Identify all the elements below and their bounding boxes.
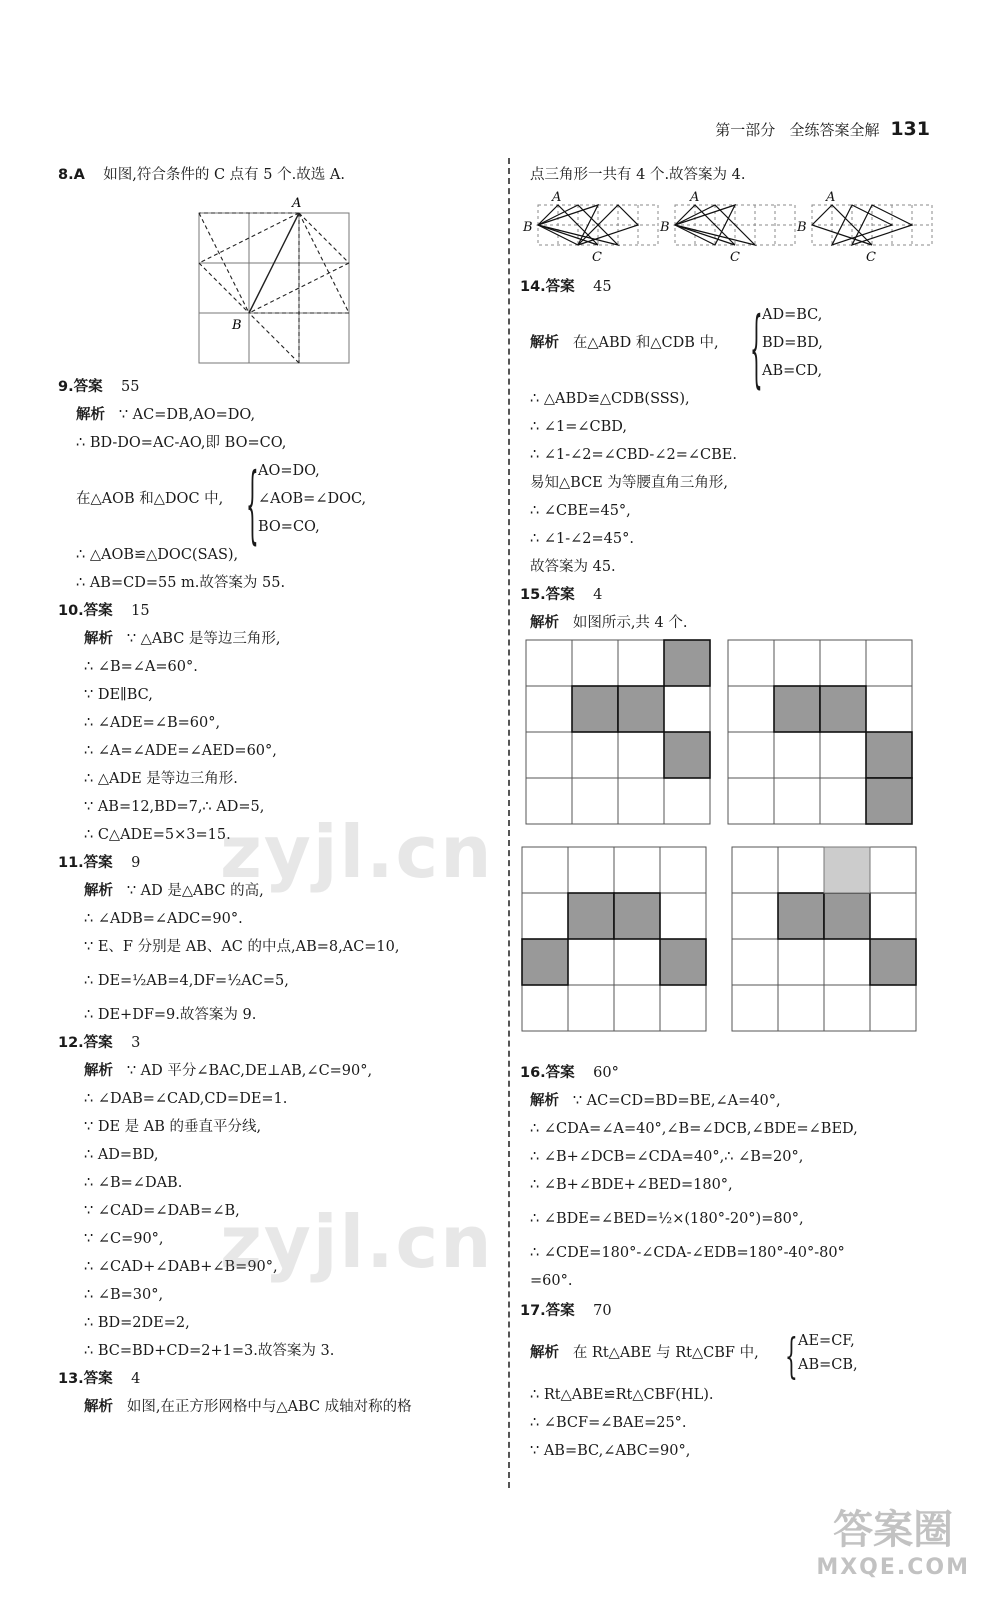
q14-line: 易知△BCE 为等腰直角三角形,: [530, 475, 728, 491]
q11-line: 解析 ∵ AD 是△ABC 的高,: [84, 883, 264, 899]
q16-line: ∴ ∠CDA=∠A=40°,∠B=∠DCB,∠BDE=∠BED,: [530, 1121, 858, 1137]
q14-cond: BD=BD,: [762, 335, 823, 351]
q12-line: 解析 ∵ AD 平分∠BAC,DE⊥AB,∠C=90°,: [84, 1063, 373, 1079]
q12-head: 12.答案 3: [58, 1035, 141, 1051]
q12-line: ∴ ∠B=∠DAB.: [84, 1175, 183, 1191]
logo-chars: 答案圈: [833, 1507, 954, 1553]
q11-line: ∵ E、F 分别是 AB、AC 的中点,AB=8,AC=10,: [84, 939, 400, 955]
q17-line: ∵ AB=BC,∠ABC=90°,: [530, 1443, 691, 1459]
q9-line: ∴ AB=CD=55 m.故答案为 55.: [76, 575, 286, 591]
fig13-b: B: [523, 220, 533, 235]
fig8-label-a: A: [292, 196, 302, 211]
q15-head: 15.答案 4: [520, 587, 603, 603]
q14-line: ∴ ∠1-∠2=∠CBD-∠2=∠CBE.: [530, 447, 737, 463]
brace-icon: {: [750, 296, 763, 398]
q8-grid-figure: [194, 195, 359, 370]
brace-icon: {: [246, 452, 259, 554]
q11-line: ∴ DE=½AB=4,DF=½AC=5,: [84, 973, 289, 989]
q16-line: ∴ ∠B+∠BDE+∠BED=180°,: [530, 1177, 733, 1193]
column-divider: [508, 158, 510, 1488]
q9-line: ∴ △AOB≌△DOC(SAS),: [76, 547, 239, 563]
q10-line: ∵ DE∥BC,: [84, 687, 153, 703]
fig13-c: C: [592, 250, 602, 265]
q12-line: ∴ ∠B=30°,: [84, 1287, 164, 1303]
q12-line: ∵ ∠C=90°,: [84, 1231, 164, 1247]
q10-line: ∴ C△ADE=5×3=15.: [84, 827, 231, 843]
q16-head: 16.答案 60°: [520, 1065, 619, 1081]
fig13-b: B: [797, 220, 807, 235]
q12-line: ∴ AD=BD,: [84, 1147, 159, 1163]
q11-head: 11.答案 9: [58, 855, 141, 871]
brace-icon: {: [785, 1326, 798, 1384]
q13-grid-figures: [520, 187, 940, 277]
fig13-a: A: [552, 190, 562, 205]
page-header: [715, 118, 930, 140]
fig13-b: B: [660, 220, 670, 235]
site-logo: [816, 1498, 970, 1580]
q13-cont: 点三角形一共有 4 个.故答案为 4.: [530, 167, 746, 183]
q12-line: ∴ BD=2DE=2,: [84, 1315, 190, 1331]
q15-line: 解析 如图所示,共 4 个.: [530, 615, 688, 631]
q11-line: ∴ ∠ADB=∠ADC=90°.: [84, 911, 243, 927]
q11-line: ∴ DE+DF=9.故答案为 9.: [84, 1007, 257, 1023]
q17-cond: AB=CB,: [798, 1357, 858, 1373]
q9-head: 9.答案 55: [58, 379, 140, 395]
q9-line: 解析 ∵ AC=DB,AO=DO,: [76, 407, 256, 423]
fig8-label-b: B: [232, 318, 242, 333]
q13-line: 解析 如图,在正方形网格中与△ABC 成轴对称的格: [84, 1399, 412, 1415]
q14-cond: AB=CD,: [762, 363, 823, 379]
q14-line: 解析 在△ABD 和△CDB 中,: [530, 335, 719, 351]
q10-line: ∵ AB=12,BD=7,∴ AD=5,: [84, 799, 265, 815]
q14-line: ∴ ∠1-∠2=45°.: [530, 531, 634, 547]
q9-cond: ∠AOB=∠DOC,: [258, 491, 367, 507]
q12-line: ∴ ∠CAD+∠DAB+∠B=90°,: [84, 1259, 278, 1275]
q14-cond: AD=BC,: [762, 307, 823, 323]
q9-cond: AO=DO,: [258, 463, 320, 479]
q10-line: ∴ △ADE 是等边三角形.: [84, 771, 238, 787]
q14-line: 故答案为 45.: [530, 559, 616, 575]
q10-line: ∴ ∠A=∠ADE=∠AED=60°,: [84, 743, 277, 759]
q16-line: ∴ ∠CDE=180°-∠CDA-∠EDB=180°-40°-80°: [530, 1245, 845, 1261]
q12-line: ∵ ∠CAD=∠DAB=∠B,: [84, 1203, 240, 1219]
fig13-c: C: [730, 250, 740, 265]
q10-line: ∴ ∠B=∠A=60°.: [84, 659, 198, 675]
q13-head: 13.答案 4: [58, 1371, 141, 1387]
watermark: zyjl.cn: [220, 1200, 494, 1284]
q17-line: 解析 在 Rt△ABE 与 Rt△CBF 中,: [530, 1345, 759, 1361]
q16-line: ∴ ∠B+∠DCB=∠CDA=40°,∴ ∠B=20°,: [530, 1149, 804, 1165]
fig13-a: A: [826, 190, 836, 205]
q10-line: 解析 ∵ △ABC 是等边三角形,: [84, 631, 281, 647]
q14-head: 14.答案 45: [520, 279, 612, 295]
q8-head: 8.A 如图,符合条件的 C 点有 5 个.故选 A.: [58, 167, 345, 183]
q17-line: ∴ Rt△ABE≌Rt△CBF(HL).: [530, 1387, 714, 1403]
q12-line: ∴ BC=BD+CD=2+1=3.故答案为 3.: [84, 1343, 335, 1359]
q9-line: ∴ BD-DO=AC-AO,即 BO=CO,: [76, 435, 287, 451]
q10-line: ∴ ∠ADE=∠B=60°,: [84, 715, 221, 731]
q16-line: 解析 ∵ AC=CD=BD=BE,∠A=40°,: [530, 1093, 781, 1109]
q16-line: ∴ ∠BDE=∠BED=½×(180°-20°)=80°,: [530, 1211, 804, 1227]
book-title: 全练答案全解: [789, 121, 880, 139]
q9-cond: BO=CO,: [258, 519, 320, 535]
q16-line: =60°.: [530, 1273, 573, 1289]
q17-cond: AE=CF,: [798, 1333, 855, 1349]
q17-line: ∴ ∠BCF=∠BAE=25°.: [530, 1415, 687, 1431]
page-number: 131: [890, 118, 930, 140]
q9-line: 在△AOB 和△DOC 中,: [76, 491, 224, 507]
q15-grid-figures: [520, 637, 960, 1055]
fig13-c: C: [866, 250, 876, 265]
q17-head: 17.答案 70: [520, 1303, 612, 1319]
fig13-a: A: [690, 190, 700, 205]
q12-line: ∵ DE 是 AB 的垂直平分线,: [84, 1119, 262, 1135]
q14-line: ∴ ∠1=∠CBD,: [530, 419, 627, 435]
q12-line: ∴ ∠DAB=∠CAD,CD=DE=1.: [84, 1091, 288, 1107]
q14-line: ∴ ∠CBE=45°,: [530, 503, 631, 519]
section-label: 第一部分: [715, 121, 776, 139]
q14-line: ∴ △ABD≌△CDB(SSS),: [530, 391, 690, 407]
watermark: zyjl.cn: [220, 810, 494, 894]
q10-head: 10.答案 15: [58, 603, 150, 619]
logo-site: MXQE.COM: [816, 1555, 970, 1580]
